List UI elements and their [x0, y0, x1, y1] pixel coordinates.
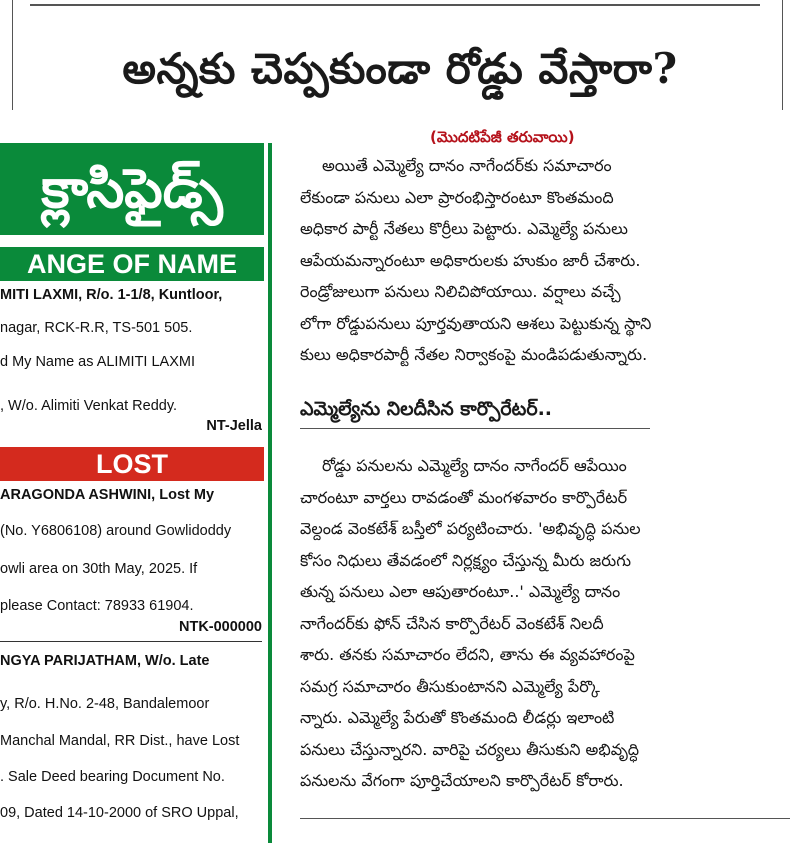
classifieds-column	[0, 143, 272, 843]
article-line: శారు. తనకు సమాచారం లేదని, తాను ఈ వ్యవహారంపై	[300, 645, 635, 664]
article-line: కులు అధికారపార్టీ నేతల నిర్వాకంపై మండిపడుతున్నారు.	[300, 345, 648, 364]
classifieds-banner: క్లాసిఫైడ్స్	[0, 143, 264, 235]
subheading-underline	[300, 428, 650, 429]
continuation-note: (మొదటిపేజీ తరువాయి)	[430, 128, 575, 146]
lost-line: please Contact: 78933 61904.	[0, 598, 194, 614]
article-line: పనులను వేగంగా పూర్తిచేయాలని కార్పొరేటర్ కోరారు.	[300, 771, 624, 790]
notice-line: y, R/o. H.No. 2-48, Bandalemoor	[0, 696, 210, 712]
notice-line: 09, Dated 14-10-2000 of SRO Uppal,	[0, 805, 239, 821]
bottom-rule	[300, 818, 790, 819]
lost-line: owli area on 30th May, 2025. If	[0, 561, 198, 577]
change-of-name-line: , W/o. Alimiti Venkat Reddy.	[0, 398, 178, 414]
notice-line: . Sale Deed bearing Document No.	[0, 769, 225, 785]
change-of-name-heading: ANGE OF NAME	[0, 247, 264, 281]
article-line: రెండ్రోజులుగా పనులు నిలిచిపోయాయి. వర్షాలు వచ్చే	[300, 282, 621, 301]
article-subheading: ఎమ్మెల్యేను నిలదీసిన కార్పొరేటర్..	[300, 398, 553, 420]
change-of-name-line: MITI LAXMI, R/o. 1-1/8, Kuntloor,	[0, 287, 223, 303]
article-line: కోసం నిధులు తేవడంలో నిర్లక్ష్యం చేస్తున్న మీరు జరుగు	[300, 550, 632, 570]
notice-line: NGYA PARIJATHAM, W/o. Late	[0, 653, 210, 669]
article-line: అయితే ఎమ్మెల్యే దానం నాగేందర్‌కు సమాచారం	[322, 156, 612, 175]
headline: అన్నకు చెప్పకుండా రోడ్డు వేస్తారా?	[122, 44, 678, 93]
change-of-name-signature: NT-Jella	[206, 418, 262, 434]
article-paragraph-1	[300, 150, 772, 371]
article-line: సమగ్ర సమాచారం తీసుకుంటానని ఎమ్మెల్యే పేర్కొ	[300, 676, 600, 696]
top-rule	[30, 4, 760, 6]
article-line: చారంటూ వార్తలు రావడంతో మంగళవారం కార్పొరేటర్	[300, 487, 628, 507]
change-of-name-line: d My Name as ALIMITI LAXMI	[0, 354, 195, 370]
lost-divider	[0, 641, 262, 642]
lost-heading: LOST	[0, 447, 264, 481]
lost-line: (No. Y6806108) around Gowlidoddy	[0, 523, 232, 539]
article-line: తున్న పనులు ఎలా ఆపుతారంటూ..' ఎమ్మెల్యే దానం	[300, 582, 621, 601]
article-line: లేకుండా పనులు ఎలా ప్రారంభిస్తారంటూ కొంతమంది	[300, 187, 614, 207]
article-line: వెల్దండ వెంకటేశ్ బస్తీలో పర్యటించారు. 'అభివృద్ధి పనుల	[300, 519, 641, 538]
change-of-name-line: nagar, RCK-R.R, TS-501 505.	[0, 320, 193, 336]
lost-line: ARAGONDA ASHWINI, Lost My	[0, 487, 215, 503]
article-line: అధికార పార్టీ నేతలు కొర్రీలు పెట్టారు. ఎమ్మెల్యే పనులు	[300, 219, 628, 238]
article-line: నాగేందర్‌కు ఫోన్ చేసిన కార్పొరేటర్ వెంకటేశ్ నిలదీ	[300, 613, 604, 633]
article-line: రోడ్డు పనులను ఎమ్మెల్యే దానం నాగేందర్ ఆపేయిం	[322, 456, 627, 475]
article-line: లోగా రోడ్డుపనులు పూర్తవుతాయని ఆశలు పెట్టుకున్న స్థాని	[300, 313, 652, 333]
article-line: ఆపేయమన్నారంటూ అధికారులకు హుకుం జారీ చేశారు.	[300, 250, 641, 270]
lost-signature: NTK-000000	[178, 619, 262, 635]
notice-line: Manchal Mandal, RR Dist., have Lost	[0, 733, 240, 749]
article-paragraph-2	[300, 450, 772, 797]
article-line: న్నారు. ఎమ్మెల్యే పేరుతో కొంతమంది లీడర్లు ఇలాంటి	[300, 708, 615, 727]
article-line: పనులు చేస్తున్నారని. వారిపై చర్యలు తీసుకుని అభివృద్ధి	[300, 739, 640, 759]
